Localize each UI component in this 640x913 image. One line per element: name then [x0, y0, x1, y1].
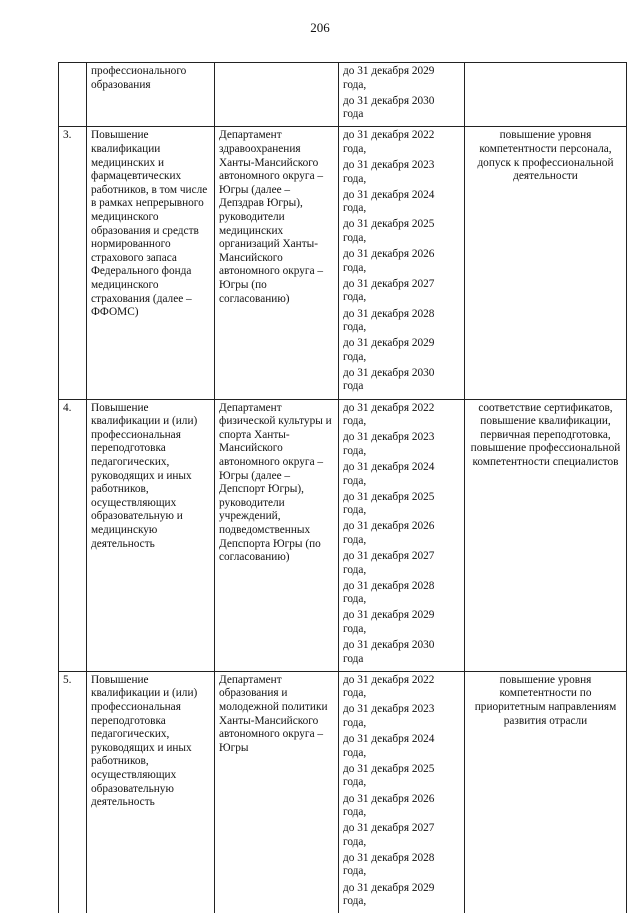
measure-name-cell: профессионального образования — [87, 63, 215, 127]
page-number: 206 — [0, 20, 640, 36]
term-date: до 31 декабря 2029 — [343, 882, 460, 896]
term-year: года, — [343, 747, 460, 761]
term-date: до 31 декабря 2026 — [343, 520, 460, 534]
term-year: года, — [343, 534, 460, 548]
term-year: года, — [343, 717, 460, 731]
term-date: до 31 декабря 2023 — [343, 159, 460, 173]
term-year: года, — [343, 143, 460, 157]
term-date: до 31 декабря 2028 — [343, 852, 460, 866]
term-item — [343, 402, 460, 429]
term-year: года, — [343, 173, 460, 187]
terms-cell — [339, 63, 465, 127]
term-date: до 31 декабря 2025 — [343, 218, 460, 232]
term-year: года, — [343, 79, 460, 93]
term-year: года, — [343, 504, 460, 518]
result-cell: повышение уровня компетентности персонала, допуск к профессиональной деятельности — [465, 127, 627, 399]
term-year: года, — [343, 475, 460, 489]
term-item — [343, 308, 460, 335]
measures-table — [58, 62, 627, 913]
terms-cell — [339, 127, 465, 399]
term-date: до 31 декабря 2026 — [343, 248, 460, 262]
term-item — [343, 822, 460, 849]
result-cell — [465, 63, 627, 127]
term-date: до 31 декабря 2027 — [343, 822, 460, 836]
term-year: года, — [343, 895, 460, 909]
term-item — [343, 337, 460, 364]
term-date: до 31 декабря 2030 — [343, 367, 460, 381]
term-item — [343, 580, 460, 607]
term-year: года, — [343, 351, 460, 365]
measure-name-cell: Повышение квалификации и (или) профессиональная переподготовка педагогических, руководящих и иных работников, осуществляющих образовательную деятельность — [87, 671, 215, 913]
term-item — [343, 461, 460, 488]
row-number-cell — [59, 63, 87, 127]
measure-name-cell: Повышение квалификации и (или) профессиональная переподготовка педагогических, руководящих и иных работников, осуществляющих образовательную и медицинскую деятельность — [87, 399, 215, 671]
term-year: года, — [343, 415, 460, 429]
term-date: до 31 декабря 2024 — [343, 461, 460, 475]
term-year: года, — [343, 623, 460, 637]
table-row — [59, 671, 627, 913]
term-item — [343, 431, 460, 458]
term-year: года, — [343, 291, 460, 305]
term-item — [343, 159, 460, 186]
terms-cell — [339, 671, 465, 913]
term-year: года — [343, 653, 460, 667]
term-item — [343, 65, 460, 92]
term-year: года, — [343, 262, 460, 276]
executor-cell: Департамент здравоохранения Ханты-Мансийского автономного округа – Югры (далее – Депздрав Югры), руководители медицинских организаций Ханты-Мансийского автономного округа – Югры (по согласованию) — [215, 127, 339, 399]
term-year: года, — [343, 202, 460, 216]
term-date: до 31 декабря 2028 — [343, 580, 460, 594]
term-year: года, — [343, 836, 460, 850]
term-item — [343, 609, 460, 636]
term-year: года, — [343, 776, 460, 790]
terms-cell — [339, 399, 465, 671]
term-year: года, — [343, 445, 460, 459]
term-year: года, — [343, 806, 460, 820]
term-year: года, — [343, 564, 460, 578]
term-date: до 31 декабря 2027 — [343, 550, 460, 564]
row-number-cell: 3. — [59, 127, 87, 399]
term-date: до 31 декабря 2024 — [343, 189, 460, 203]
executor-cell: Департамент физической культуры и спорта Ханты-Мансийского автономного округа – Югры (далее – Депспорт Югры), руководители учреждений, подведомственных Депспорта Югры (по согласованию) — [215, 399, 339, 671]
term-date: до 31 декабря 2022 — [343, 129, 460, 143]
term-date: до 31 декабря 2029 — [343, 337, 460, 351]
row-number-cell: 4. — [59, 399, 87, 671]
term-item — [343, 95, 460, 122]
term-year: года — [343, 380, 460, 394]
measure-name-cell: Повышение квалификации медицинских и фармацевтических работников, в том числе в рамках непрерывного медицинского образования и средств нормированного страхового запаса Федерального фонда медицинского страхования (далее – ФФОМС) — [87, 127, 215, 399]
term-year: года, — [343, 232, 460, 246]
term-item — [343, 367, 460, 394]
term-date: до 31 декабря 2025 — [343, 491, 460, 505]
term-date: до 31 декабря 2030 — [343, 95, 460, 109]
table-body — [59, 63, 627, 913]
result-cell: соответствие сертификатов, повышение квалификации, первичная переподготовка, повышение профессиональной компетентности специалистов — [465, 399, 627, 671]
term-year: года, — [343, 321, 460, 335]
term-item — [343, 793, 460, 820]
term-item — [343, 218, 460, 245]
term-year: года — [343, 108, 460, 122]
table-row — [59, 399, 627, 671]
term-item — [343, 639, 460, 666]
term-date: до 31 декабря 2022 — [343, 674, 460, 688]
executor-cell — [215, 63, 339, 127]
term-item — [343, 733, 460, 760]
term-date: до 31 декабря 2029 — [343, 609, 460, 623]
term-item — [343, 129, 460, 156]
term-date: до 31 декабря 2023 — [343, 431, 460, 445]
term-item — [343, 852, 460, 879]
term-date: до 31 декабря 2030 — [343, 639, 460, 653]
result-cell: повышение уровня компетентности по приоритетным направлениям развития отрасли — [465, 671, 627, 913]
term-item — [343, 189, 460, 216]
term-item — [343, 763, 460, 790]
table-row — [59, 63, 627, 127]
term-year: года, — [343, 593, 460, 607]
term-date: до 31 декабря 2027 — [343, 278, 460, 292]
term-date: до 31 декабря 2026 — [343, 793, 460, 807]
term-item — [343, 278, 460, 305]
term-date: до 31 декабря 2022 — [343, 402, 460, 416]
term-year: года, — [343, 687, 460, 701]
term-date: до 31 декабря 2023 — [343, 703, 460, 717]
term-item — [343, 248, 460, 275]
term-item — [343, 674, 460, 701]
term-date: до 31 декабря 2025 — [343, 763, 460, 777]
row-number-cell: 5. — [59, 671, 87, 913]
table-row — [59, 127, 627, 399]
executor-cell: Департамент образования и молодежной политики Ханты-Мансийского автономного округа – Югры — [215, 671, 339, 913]
term-item — [343, 703, 460, 730]
term-date: до 31 декабря 2029 — [343, 65, 460, 79]
term-year: года, — [343, 865, 460, 879]
term-date: до 31 декабря 2028 — [343, 308, 460, 322]
term-item — [343, 491, 460, 518]
term-item — [343, 550, 460, 577]
term-date: до 31 декабря 2024 — [343, 733, 460, 747]
term-item — [343, 520, 460, 547]
